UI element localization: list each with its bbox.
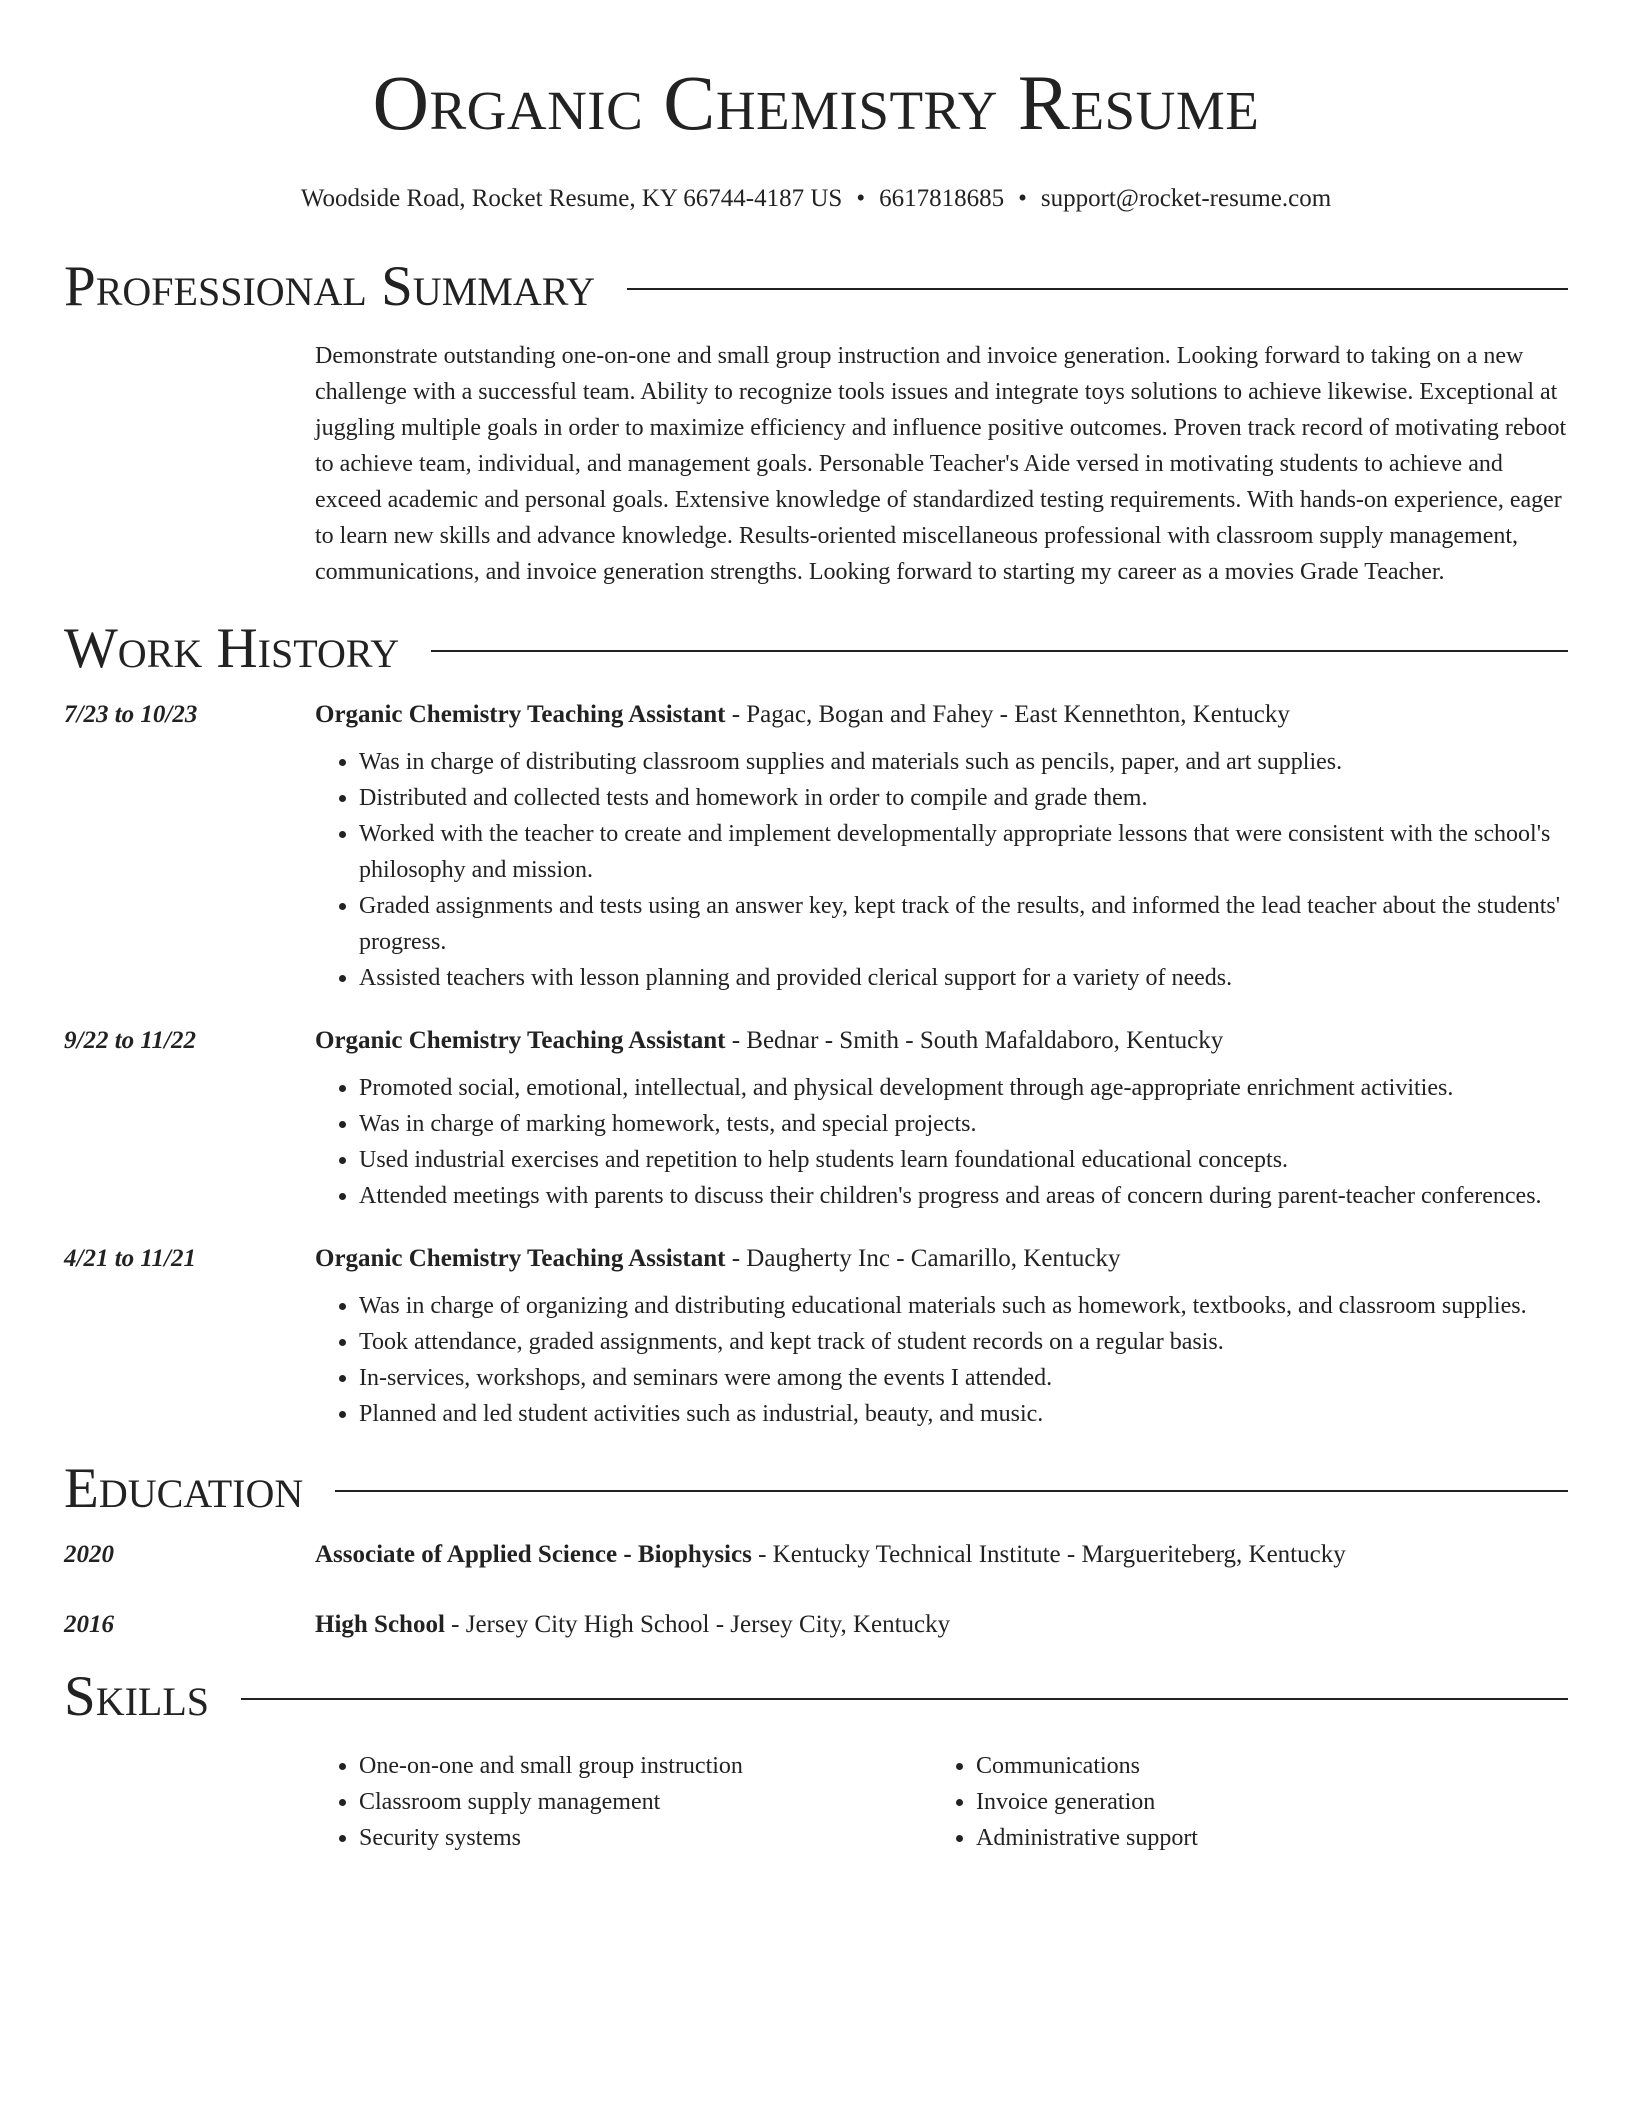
summary-text: Demonstrate outstanding one-on-one and small group instruction and invoice generation. Looking forward to taking on a new challenge with a successful team. Ability to recognize tools issues and integrate toys solutions to achieve likewise. Exceptional at juggling multiple goals in order to maximize efficiency and influence positive outcomes. Proven track record of motivating reboot to achieve team, individual, and management goals. Personable Teacher's Aide versed in motivating students to achieve and exceed academic and personal goals. Extensive knowledge of standardized testing requirements. With hands-on experience, eager to learn new skills and advance knowledge. Results-oriented miscellaneous professional with classroom supply management, communications, and invoice generation strengths. Looking forward to starting my career as a movies Grade Teacher. <box>315 343 1567 585</box>
education-year: 2020 <box>64 1541 114 1568</box>
job-details: - Daugherty Inc - Camarillo, Kentucky <box>725 1245 1121 1272</box>
contact-email: support@rocket-resume.com <box>1040 185 1332 212</box>
skills-column-right <box>932 1748 1549 1856</box>
education-section-title: Education <box>64 1457 304 1520</box>
section-divider <box>335 1490 1568 1492</box>
job-position: Organic Chemistry Teaching Assistant <box>315 1027 726 1054</box>
job-entry <box>64 1026 1568 1214</box>
skill-item: • Classroom supply management <box>359 1784 932 1820</box>
job-details: - Bednar - Smith - South Mafaldaboro, Kentucky <box>725 1027 1224 1054</box>
skills-column-left <box>315 1748 932 1856</box>
education-entry <box>64 1540 1568 1570</box>
education-degree: Associate of Applied Science - Biophysics <box>315 1541 752 1568</box>
job-bullet: • Planned and led student activities such as industrial, beauty, and music. <box>359 1396 1568 1432</box>
job-dates: 9/22 to 11/22 <box>64 1027 196 1054</box>
contact-phone: 6617818685 <box>879 185 1005 212</box>
section-divider <box>241 1698 1568 1700</box>
job-bullets <box>315 744 1568 996</box>
resume-name: Organic Chemistry Resume <box>372 59 1260 146</box>
skill-item: • One-on-one and small group instruction <box>359 1748 932 1784</box>
summary-section-header <box>64 254 1568 320</box>
skill-item: • Administrative support <box>976 1820 1549 1856</box>
job-bullet: • Took attendance, graded assignments, and kept track of student records on a regular basis. <box>359 1324 1568 1360</box>
job-bullet: • Attended meetings with parents to discuss their children's progress and areas of concern during parent-teacher conferences. <box>359 1178 1568 1214</box>
contact-separator: • <box>1018 185 1027 212</box>
job-bullet: • Worked with the teacher to create and implement developmentally appropriate lessons that were consistent with the school's philosophy and mission. <box>359 816 1568 888</box>
job-bullet: • Assisted teachers with lesson planning and provided clerical support for a variety of needs. <box>359 960 1568 996</box>
job-heading <box>315 1026 1568 1056</box>
job-position: Organic Chemistry Teaching Assistant <box>315 701 726 728</box>
skill-item: • Security systems <box>359 1820 932 1856</box>
job-bullet: • Distributed and collected tests and homework in order to compile and grade them. <box>359 780 1568 816</box>
job-entry <box>64 1244 1568 1432</box>
job-dates: 7/23 to 10/23 <box>64 701 198 728</box>
job-bullet: • Was in charge of organizing and distributing educational materials such as homework, textbooks, and classroom supplies. <box>359 1288 1568 1324</box>
work-section-header <box>64 616 1568 682</box>
contact-separator: • <box>856 185 866 212</box>
resume-page <box>64 0 1568 1856</box>
job-bullets <box>315 1288 1568 1432</box>
section-divider <box>431 650 1568 652</box>
skill-item: • Invoice generation <box>976 1784 1549 1820</box>
contact-address: Woodside Road, Rocket Resume, KY 66744-4187 US <box>300 185 843 212</box>
education-details: - Kentucky Technical Institute - Margueriteberg, Kentucky <box>751 1541 1346 1568</box>
education-year: 2016 <box>64 1611 114 1638</box>
section-divider <box>627 288 1568 290</box>
job-dates: 4/21 to 11/21 <box>64 1245 196 1272</box>
job-bullet: • Was in charge of marking homework, tests, and special projects. <box>359 1106 1568 1142</box>
job-bullet: • Graded assignments and tests using an answer key, kept track of the results, and informed the lead teacher about the students' progress. <box>359 888 1568 960</box>
summary-section-title: Professional Summary <box>64 255 596 318</box>
education-details: - Jersey City High School - Jersey City, Kentucky <box>444 1611 951 1638</box>
job-bullets <box>315 1070 1568 1214</box>
job-heading <box>315 1244 1568 1274</box>
skills-list <box>315 1748 1568 1856</box>
education-entry <box>64 1610 1568 1640</box>
job-heading <box>315 700 1568 730</box>
skill-item: • Communications <box>976 1748 1549 1784</box>
skills-section-header <box>64 1664 1568 1730</box>
job-bullet: • Was in charge of distributing classroom supplies and materials such as pencils, paper, and art supplies. <box>359 744 1568 780</box>
contact-line <box>64 184 1568 214</box>
work-section-title: Work History <box>64 617 400 680</box>
job-bullet: • Used industrial exercises and repetition to help students learn foundational educational concepts. <box>359 1142 1568 1178</box>
job-position: Organic Chemistry Teaching Assistant <box>315 1245 726 1272</box>
skills-section-title: Skills <box>64 1665 210 1728</box>
job-bullet: • In-services, workshops, and seminars were among the events I attended. <box>359 1360 1568 1396</box>
job-bullet: • Promoted social, emotional, intellectual, and physical development through age-appropriate enrichment activities. <box>359 1070 1568 1106</box>
job-entry <box>64 700 1568 996</box>
job-details: - Pagac, Bogan and Fahey - East Kennethton, Kentucky <box>725 701 1290 728</box>
education-section-header <box>64 1456 1568 1522</box>
education-degree: High School <box>315 1611 445 1638</box>
